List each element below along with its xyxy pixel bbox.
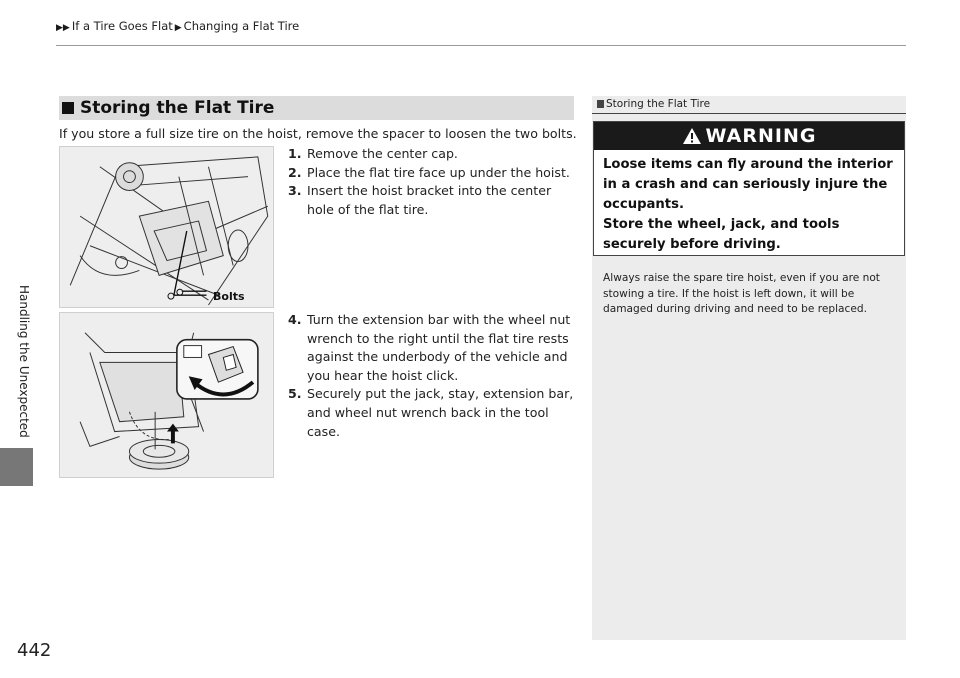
step-text: Insert the hoist bracket into the center hole of the flat tire. xyxy=(307,183,552,217)
triangle-right-icon: ▶ xyxy=(174,23,182,33)
warning-text: Loose items can fly around the interior in a crash and can seriously injure the occupants. Store the wheel, jack, and tools securely before driving. xyxy=(603,157,893,252)
list-item xyxy=(288,182,578,219)
bolts-callout: Bolts xyxy=(213,290,245,303)
breadcrumb xyxy=(56,19,299,33)
warning-box xyxy=(593,121,905,256)
section-heading xyxy=(59,96,574,120)
header-divider xyxy=(56,45,906,46)
breadcrumb-item-2[interactable]: Changing a Flat Tire xyxy=(183,19,300,33)
sidebar-divider xyxy=(592,113,906,114)
warning-header xyxy=(594,122,904,150)
warning-triangle-icon xyxy=(682,127,702,145)
step-text: Turn the extension bar with the wheel nut wrench to the right until the flat tire rests against the underbody of the vehicle and you hear the hoist click. xyxy=(307,312,571,383)
step-number: 3. xyxy=(288,183,302,199)
triangle-right-icon: ▶▶ xyxy=(56,23,70,33)
raise-tire-illustration xyxy=(59,312,274,478)
step-text: Remove the center cap. xyxy=(307,146,458,161)
sidebar-title xyxy=(597,98,710,110)
sidebar-title-text: Storing the Flat Tire xyxy=(606,98,711,110)
sidebar-note: Always raise the spare tire hoist, even if you are not stowing a tire. If the hoist is left down, it will be damaged during driving and need to be replaced. xyxy=(603,272,880,315)
note-marker-icon xyxy=(597,100,604,108)
step-text: Place the flat tire face up under the hoist. xyxy=(307,164,570,180)
list-item xyxy=(288,385,578,441)
list-item xyxy=(288,311,578,385)
step-number: 4. xyxy=(288,312,302,327)
square-bullet-icon xyxy=(62,102,74,114)
chapter-tab-marker[interactable] xyxy=(0,448,33,486)
step-number: 2. xyxy=(288,164,302,180)
steps-list-a xyxy=(288,145,578,219)
step-number: 5. xyxy=(288,386,302,402)
intro-text: If you store a full size tire on the hoist, remove the spacer to loosen the two bolts. xyxy=(59,126,577,141)
list-item xyxy=(288,145,578,164)
steps-list-b xyxy=(288,311,578,441)
step-number: 1. xyxy=(288,146,302,161)
raise-tire-drawing xyxy=(60,313,273,477)
hoist-bolts-drawing xyxy=(60,147,273,307)
hoist-bolts-illustration xyxy=(59,146,274,308)
chapter-side-label: Handling the Unexpected xyxy=(17,285,31,438)
page-number: 442 xyxy=(17,640,52,661)
list-item xyxy=(288,164,578,183)
step-text: Securely put the jack, stay, extension bar, and wheel nut wrench back in the tool case. xyxy=(307,386,574,439)
warning-heading: WARNING xyxy=(705,125,817,147)
section-title: Storing the Flat Tire xyxy=(80,98,275,118)
breadcrumb-item-1[interactable]: If a Tire Goes Flat xyxy=(71,19,173,33)
